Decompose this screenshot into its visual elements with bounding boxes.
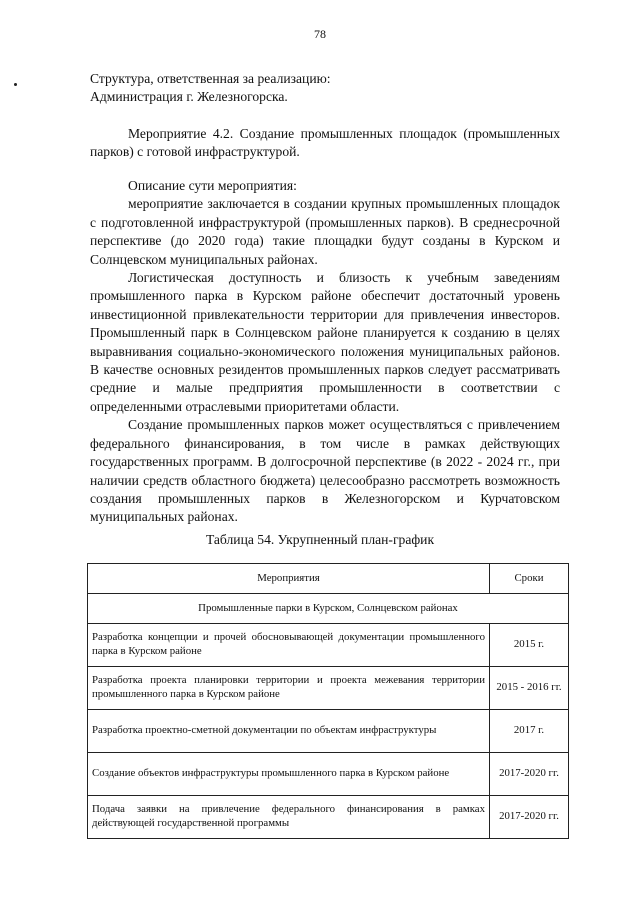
event-title: Мероприятие 4.2. Создание промышленных площадок (промышленных парков) с готовой инфраструктурой. — [90, 126, 560, 160]
description-heading: Описание сути мероприятия: — [128, 178, 297, 193]
section-title: Промышленные парки в Курском, Солнцевском районах — [88, 594, 569, 624]
description-paragraph-2: Логистическая доступность и близость к учебным заведениям промышленного парка в Курском районе обеспечит достаточный уровень инвестиционной привлекательности территории для привлечения инвесторов. Промышленный парк в Солнцевском районе планируется к созданию в целях выравнивания социально-экономического положения муниципальных районов. В качестве основных резидентов промышленных парков следует рассматривать средние и малые предприятия промышленности в соответствии с определенными отраслевыми приоритетами области. — [90, 270, 560, 414]
table-header-row — [88, 564, 569, 594]
row-term: 2015 г. — [490, 624, 569, 667]
table-row — [88, 796, 569, 839]
table-row — [88, 753, 569, 796]
page-number: 78 — [314, 27, 326, 41]
scan-speck — [14, 83, 17, 86]
responsible-block — [90, 70, 560, 107]
row-term: 2017-2020 гг. — [490, 753, 569, 796]
table-section-row — [88, 594, 569, 624]
row-term: 2015 - 2016 гг. — [490, 667, 569, 710]
schedule-table — [87, 563, 569, 839]
description-paragraph-3: Создание промышленных парков может осуществляться с привлечением федерального финансирования, в том числе в рамках действующих государственных программ. В долгосрочной перспективе (в 2022 - 2024 гг., при наличии средств областного бюджета) целесообразно рассмотреть возможность создания промышленных парков в Железногорском и Курчатовском муниципальных районах. — [90, 417, 560, 525]
row-activity: Разработка концепции и прочей обосновывающей документации промышленного парка в Курском районе — [88, 624, 490, 667]
description-block — [90, 177, 560, 527]
row-activity: Создание объектов инфраструктуры промышленного парка в Курском районе — [88, 753, 490, 796]
event-block — [90, 125, 560, 162]
header-term: Сроки — [490, 564, 569, 594]
row-activity: Разработка проекта планировки территории и проекта межевания территории промышленного парка в Курском районе — [88, 667, 490, 710]
responsible-value: Администрация г. Железногорска. — [90, 89, 288, 105]
description-paragraph-1: мероприятие заключается в создании крупных промышленных площадок с подготовленной инфраструктурой (промышленных парков). В среднесрочной перспективе (до 2020 года) такие площадки будут созданы в Курском и Солнцевском муниципальных районах. — [90, 196, 560, 267]
row-activity: Разработка проектно-сметной документации по объектам инфраструктуры — [88, 710, 490, 753]
row-term: 2017 г. — [490, 710, 569, 753]
table-row — [88, 710, 569, 753]
table-caption: Таблица 54. Укрупненный план-график — [205, 532, 435, 547]
row-term: 2017-2020 гг. — [490, 796, 569, 839]
table-row — [88, 667, 569, 710]
table-row — [88, 624, 569, 667]
responsible-label: Структура, ответственная за реализацию: — [90, 71, 331, 86]
row-activity: Подача заявки на привлечение федерального финансирования в рамках действующей государственной программы — [88, 796, 490, 839]
header-activity: Мероприятия — [88, 564, 490, 594]
